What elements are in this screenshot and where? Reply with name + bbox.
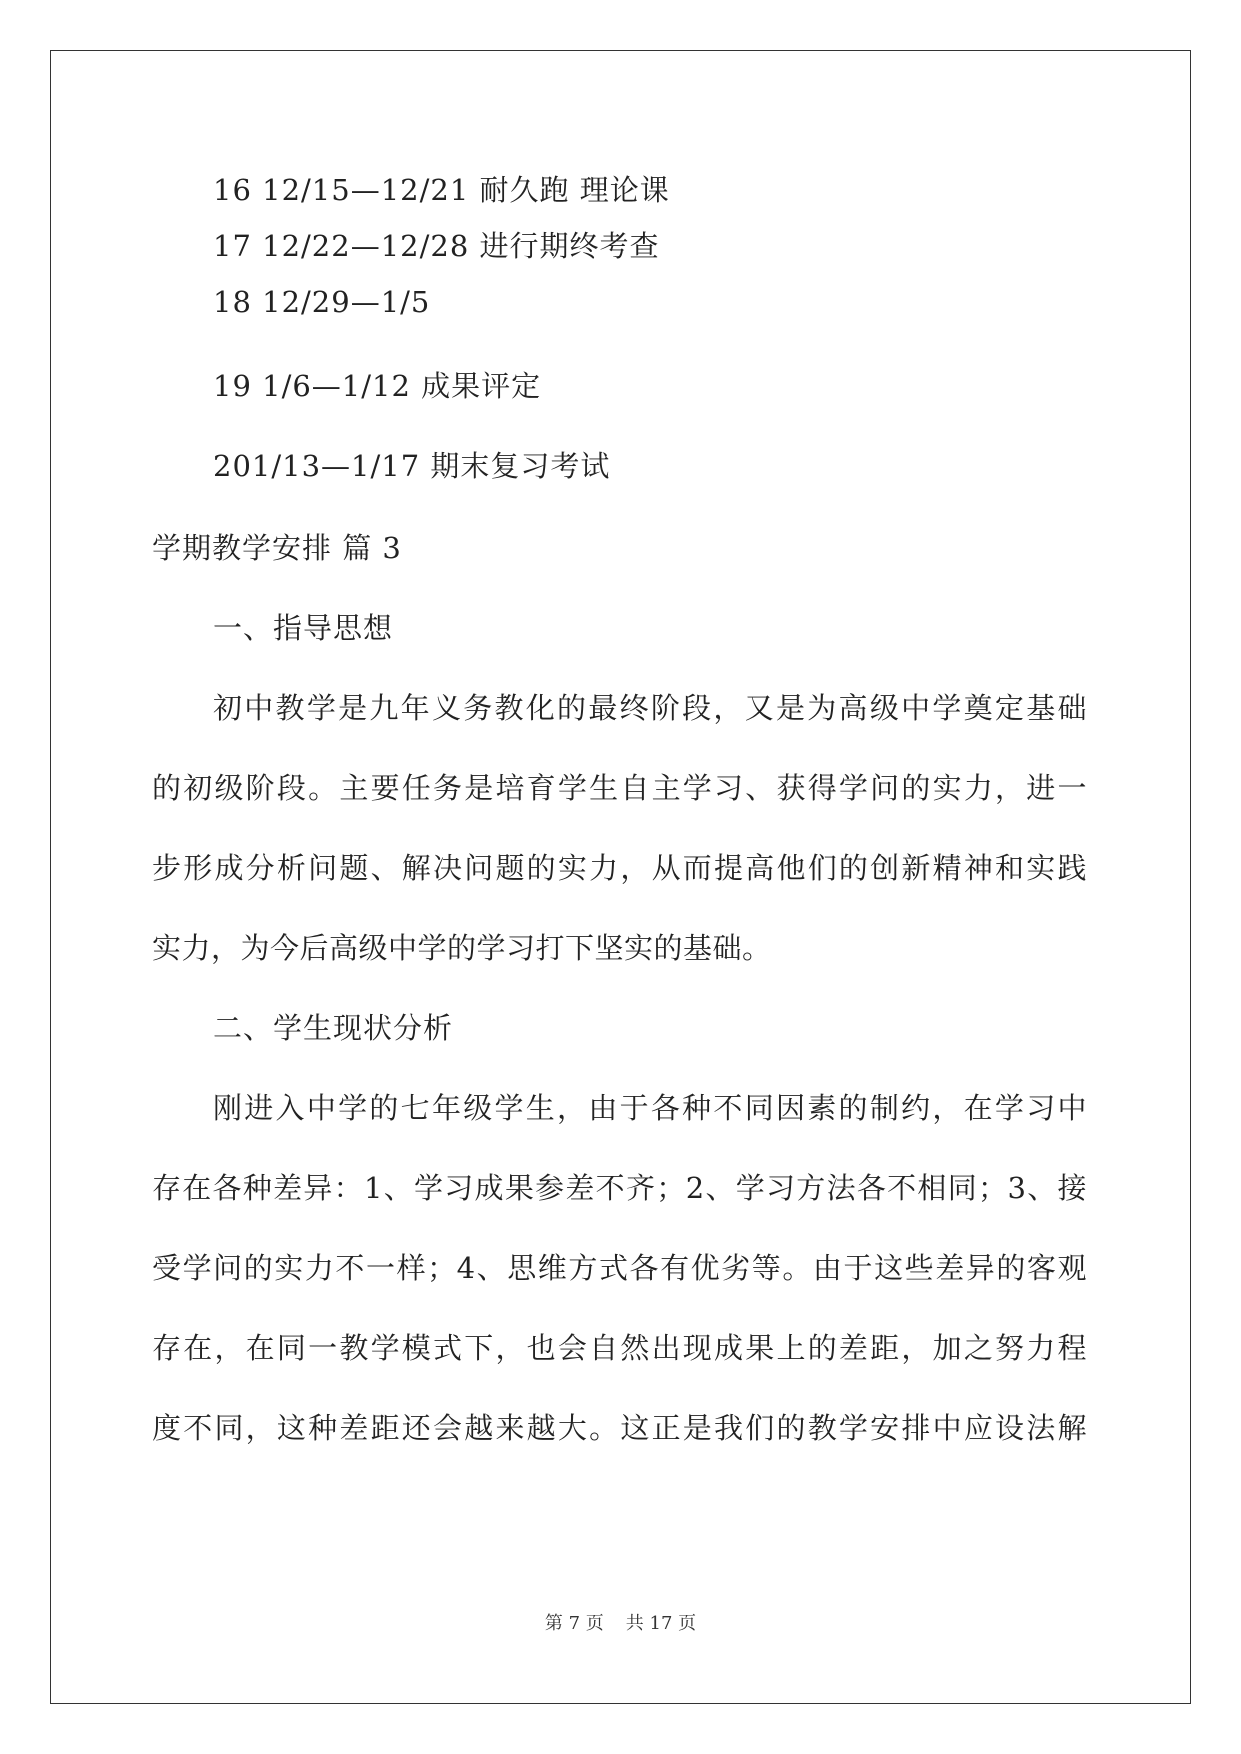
paragraph-line: 的初级阶段。主要任务是培育学生自主学习、获得学问的实力，进一	[152, 771, 1087, 805]
schedule-line: 17 12/22—12/28 进行期终考查	[213, 229, 660, 263]
schedule-line: 201/13—1/17 期末复习考试	[213, 449, 611, 483]
paragraph-line: 受学问的实力不一样；4、思维方式各有优劣等。由于这些差异的客观	[152, 1251, 1087, 1285]
paragraph-line: 刚进入中学的七年级学生，由于各种不同因素的制约，在学习中	[213, 1091, 1087, 1125]
schedule-line: 18 12/29—1/5	[213, 285, 431, 319]
page-footer	[0, 1612, 1241, 1636]
paragraph-line: 实力，为今后高级中学的学习打下坚实的基础。	[152, 931, 772, 965]
page-total: 共 17 页	[625, 1613, 697, 1634]
schedule-line: 19 1/6—1/12 成果评定	[213, 369, 542, 403]
paragraph-line: 步形成分析问题、解决问题的实力，从而提高他们的创新精神和实践	[152, 851, 1087, 885]
paragraph-line: 初中教学是九年义务教化的最终阶段，又是为高级中学奠定基础	[213, 691, 1087, 725]
paragraph-line: 度不同，这种差距还会越来越大。这正是我们的教学安排中应设法解	[152, 1411, 1087, 1445]
paragraph-line: 存在各种差异：1、学习成果参差不齐；2、学习方法各不相同；3、接	[152, 1171, 1087, 1205]
part2-heading: 二、学生现状分析	[213, 1011, 454, 1045]
part1-heading: 一、指导思想	[213, 611, 394, 645]
schedule-line: 16 12/15—12/21 耐久跑 理论课	[213, 173, 670, 207]
paragraph-line: 存在，在同一教学模式下，也会自然出现成果上的差距，加之努力程	[152, 1331, 1087, 1365]
page-number: 第 7 页	[544, 1613, 604, 1634]
section-heading: 学期教学安排 篇 3	[152, 531, 402, 565]
